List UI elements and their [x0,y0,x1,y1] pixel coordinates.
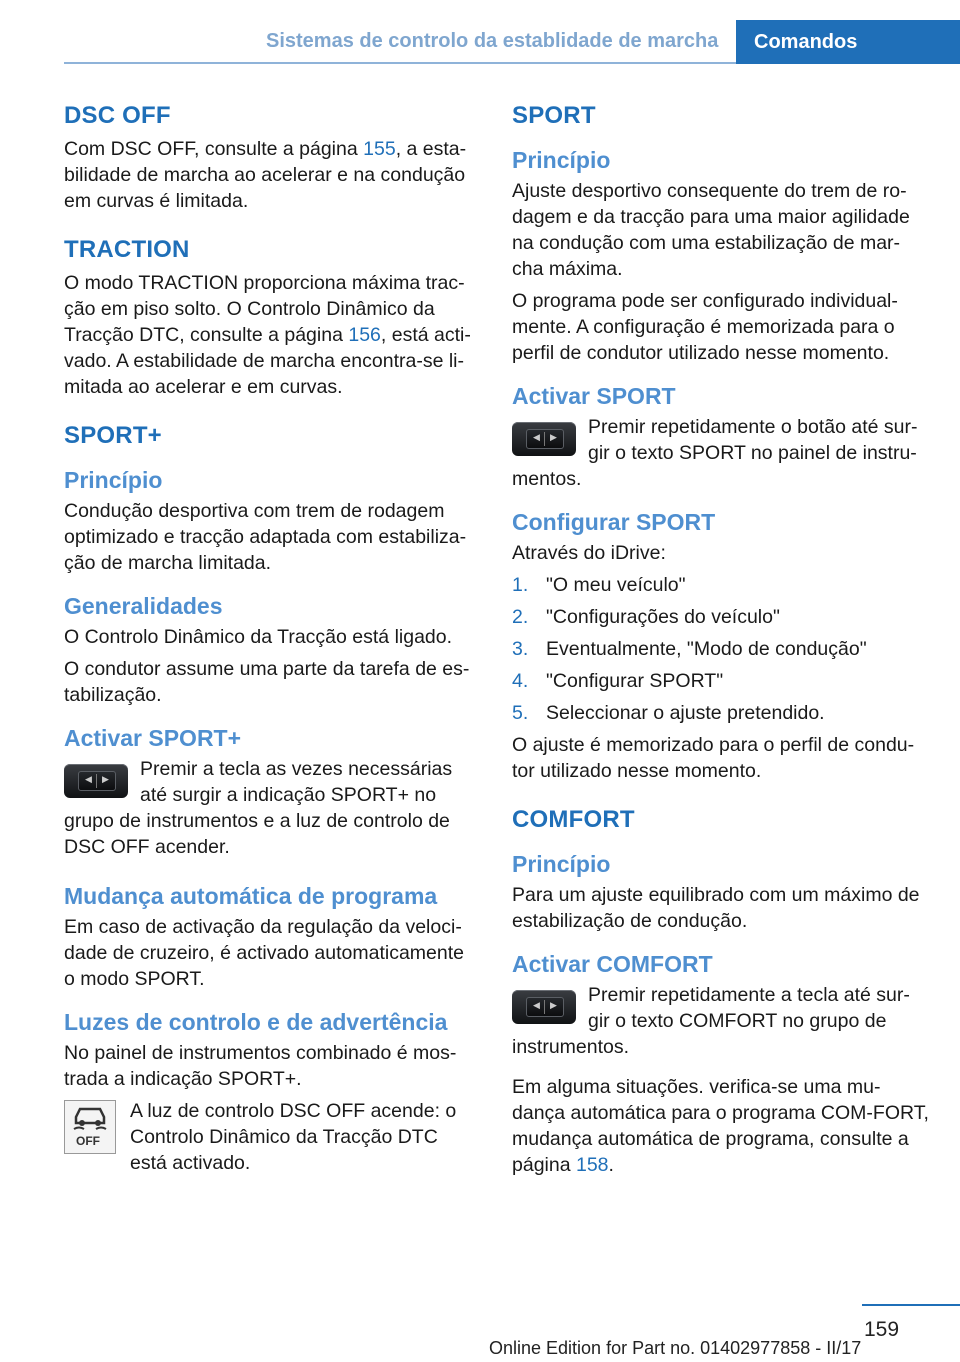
comfort-principio-heading: Princípio [512,851,611,877]
page-link-156[interactable]: 156 [348,324,381,346]
generalidades-text-1: O Controlo Dinâmico da Tracção está ligado. [64,626,453,648]
sport-principio-text-1: Ajuste desportivo consequente do trem de ro-dagem e da tracção para uma maior agilidade na condução com uma estabilização de mar-cha máxima. [512,180,910,280]
list-item [512,636,930,662]
activar-comfort-heading: Activar COMFORT [512,951,713,977]
sport-principio-heading: Princípio [512,147,611,173]
page-number: 159 [864,1318,900,1341]
configurar-sport-outro: O ajuste é memorizado para o perfil de condu-tor utilizado nesse momento. [512,734,915,782]
traction-text-b: , está acti-vado. A estabilidade de marcha encontra-se li-mitada ao acelerar e em curvas. [64,324,471,398]
luzes-text-1: No painel de instrumentos combinado é mos-trada a indicação SPORT+. [64,1042,457,1090]
page-link-158[interactable]: 158 [575,1154,609,1176]
header-chapter-tab[interactable]: Comandos [736,20,960,64]
left-column [64,100,480,1182]
comfort-auto-text-b: . [608,1154,614,1176]
list-item [512,668,930,694]
list-item [512,572,930,598]
traction-heading: TRACTION [64,236,190,263]
mode-switch-button-icon: ◀ ▶ [64,764,128,798]
traction-text [64,270,480,400]
step-number: 2. [512,606,529,628]
right-column [512,100,930,1184]
step-number: 1. [512,574,529,596]
footer-rule [862,1304,960,1306]
header-section-title: Sistemas de controlo da establidade de marcha [266,30,719,52]
dsc-off-text [64,136,480,214]
list-item [512,700,930,726]
comfort-principio-text: Para um ajuste equilibrado com um máximo de estabilização de condução. [512,884,920,932]
activar-sport-block [512,414,930,498]
step-text: Eventualmente, "Modo de condução" [546,638,867,660]
configurar-sport-heading: Configurar SPORT [512,509,716,535]
activar-sportplus-heading: Activar SPORT+ [64,725,242,751]
activar-comfort-block [512,982,930,1066]
generalidades-text-2: O condutor assume uma parte da tarefa de es-tabilização. [64,658,470,706]
activar-sportplus-text: Premir a tecla as vezes necessárias até surgir a indicação SPORT+ no grupo de instrumentos e a luz de controlo de DSC OFF acender. [64,758,453,858]
mudanca-automatica-heading: Mudança automática de programa [64,883,438,909]
sport-principio-text-2: O programa pode ser configurado individual-mente. A configuração é memorizada para o perfil de condutor utilizado nesse momento. [512,290,898,364]
activar-sport-text: Premir repetidamente o botão até sur-gir o texto SPORT no painel de instru-mentos. [512,416,918,490]
dsc-icon-off-label: OFF [76,1134,100,1148]
step-text: Seleccionar o ajuste pretendido. [546,702,825,724]
step-text: "Configurar SPORT" [546,670,724,692]
step-text: "Configurações do veículo" [546,606,780,628]
configurar-sport-intro: Através do iDrive: [512,542,666,564]
traction-text-a: O modo TRACTION proporciona máxima trac-ção em piso solto. O Controlo Dinâmico da Tracção DTC, consulte a página [64,272,465,346]
comfort-auto-text [512,1074,930,1178]
configurar-sport-steps [512,572,930,726]
activar-comfort-text: Premir repetidamente a tecla até sur-gir o texto COMFORT no grupo de instrumentos. [512,984,910,1058]
luzes-heading: Luzes de controlo e de advertência [64,1009,448,1035]
list-item [512,604,930,630]
step-text: "O meu veículo" [546,574,686,596]
page-link-155[interactable]: 155 [363,138,396,160]
luzes-text-2: A luz de controlo DSC OFF acende: o Controlo Dinâmico da Tracção DTC está activado. [130,1100,457,1174]
step-number: 5. [512,702,529,724]
edition-footer: Online Edition for Part no. 01402977858 - II/17 [489,1338,862,1358]
dsc-off-heading: DSC OFF [64,102,171,129]
dsc-off-text-a: Com DSC OFF, consulte a página [64,138,364,160]
dsc-off-indicator-icon [64,1100,116,1154]
sportplus-principio-heading: Princípio [64,467,163,493]
comfort-heading: COMFORT [512,806,635,833]
comfort-auto-text-a: Em alguma situações. verifica-se uma mu-dança automática para o programa COM-FORT, mudança automática de programa, consulte a página [512,1076,929,1176]
mode-switch-button-icon: ◀ ▶ [512,990,576,1024]
sport-heading: SPORT [512,102,596,129]
sportplus-principio-text: Condução desportiva com trem de rodagem optimizado e tracção adaptada com estabiliza-ção de marcha limitada. [64,500,467,574]
generalidades-heading: Generalidades [64,593,223,619]
luzes-block [64,1098,480,1182]
activar-sport-heading: Activar SPORT [512,383,676,409]
step-number: 3. [512,638,529,660]
dsc-off-text-b: , a esta-bilidade de marcha ao acelerar e na condução em curvas é limitada. [64,138,467,212]
mode-switch-button-icon: ◀ ▶ [512,422,576,456]
mudanca-automatica-text: Em caso de activação da regulação da veloci-dade de cruzeiro, é activado automaticamente o modo SPORT. [64,916,464,990]
step-number: 4. [512,670,529,692]
sportplus-heading: SPORT+ [64,422,162,449]
activar-sportplus-block [64,756,480,866]
